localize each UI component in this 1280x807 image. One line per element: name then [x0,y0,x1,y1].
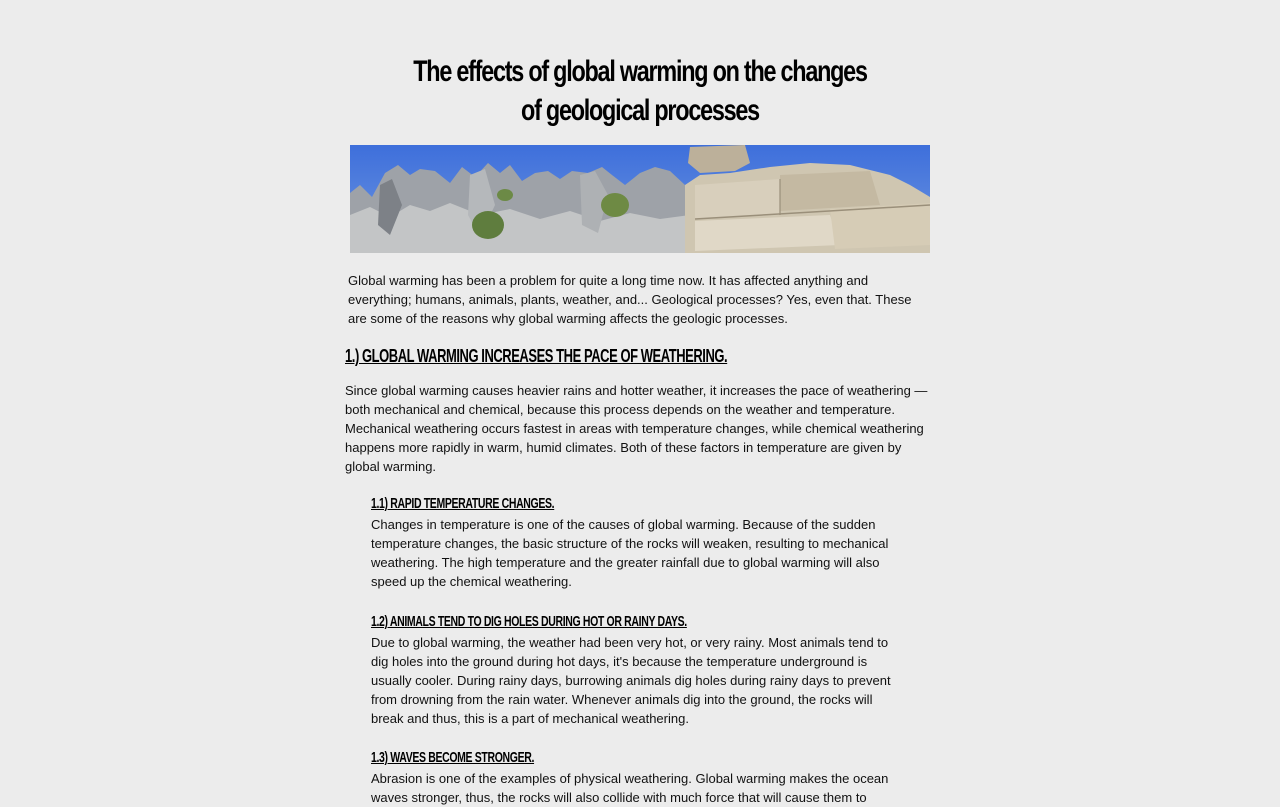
section-body-weathering: Since global warming causes heavier rains and hotter weather, it increases the pace of weathering — both mechanical and chemical, because this process depends on the weather and temperature. Mechanical weathering occurs fastest in areas with temperature changes, while chemical weathering happens more rapidly in warm, humid climates. Both of these factors in temperature are given by global warming. [345,383,928,474]
section-heading-weathering: 1.) GLOBAL WARMING INCREASES THE PACE OF WEATHERING. [345,346,728,366]
subsection-heading-temperature: 1.1) RAPID TEMPERATURE CHANGES. [371,495,555,512]
intro-paragraph: Global warming has been a problem for quite a long time now. It has affected anything and everything; humans, animals, plants, weather, and... Geological processes? Yes, even that. These are some of the reasons why global warming affects the geologic processes. [348,273,912,326]
rock-formation-image [350,145,930,253]
subsection-body-animals: Due to global warming, the weather had been very hot, or very rainy. Most animals tend to dig holes into the ground during hot days, it's because the temperature underground is usually cooler. During rainy days, burrowing animals dig holes during rainy days to prevent from drowning from the rain water. Whenever animals dig into the ground, the rocks will break and thus, this is a part of mechanical weathering. [371,635,891,726]
subsection-body-waves: Abrasion is one of the examples of physical weathering. Global warming makes the ocean waves stronger, thus, the rocks will also collide with much force that will cause them to [371,771,889,805]
subsection-heading-waves: 1.3) WAVES BECOME STRONGER. [371,749,535,766]
hero-image [350,145,930,253]
subsection-heading-animals: 1.2) ANIMALS TEND TO DIG HOLES DURING HOT OR RAINY DAYS. [371,613,687,630]
page-title: The effects of global warming on the changes of geological processes [413,55,867,127]
subsection-body-temperature: Changes in temperature is one of the causes of global warming. Because of the sudden temperature changes, the basic structure of the rocks will weaken, resulting to mechanical weathering. The high temperature and the greater rainfall due to global warming will also speed up the chemical weathering. [371,517,889,589]
